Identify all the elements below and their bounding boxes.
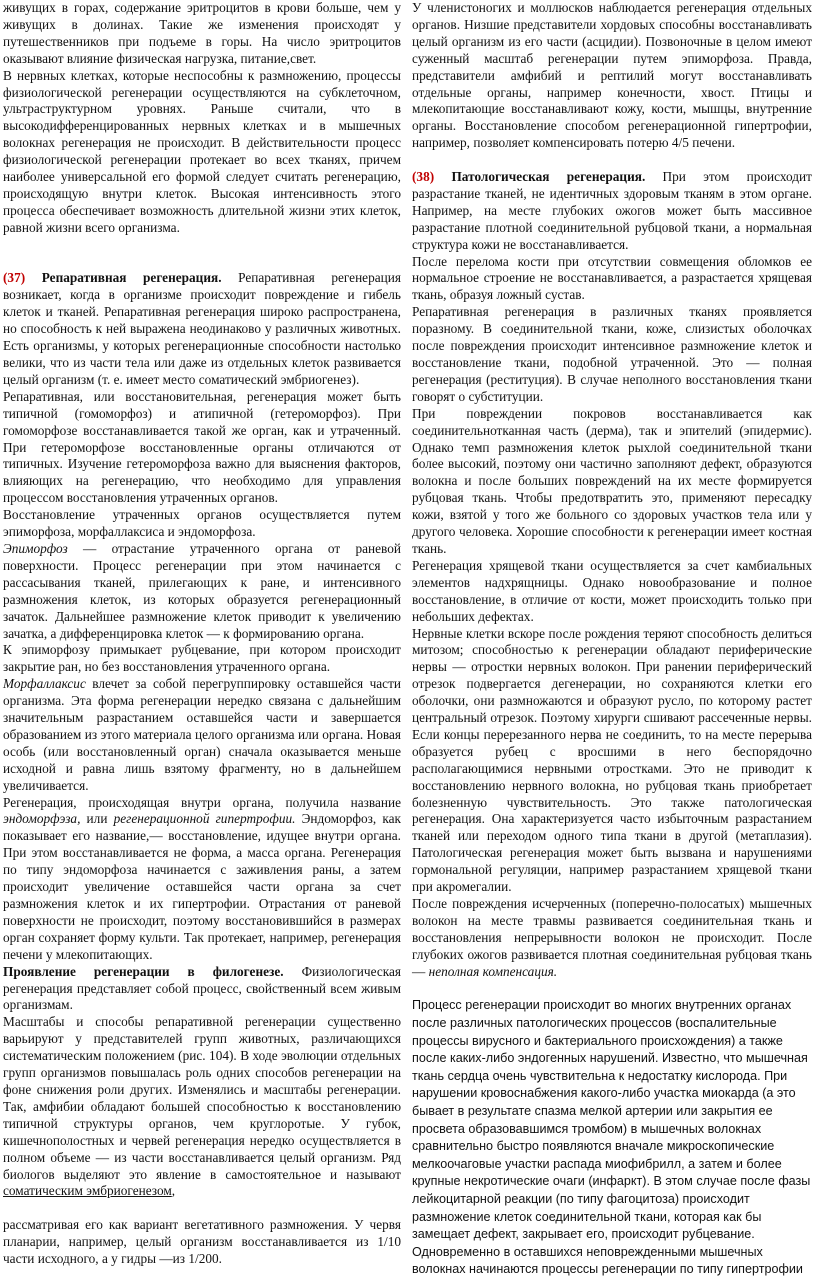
term-regenerative-hypertrophy: регенерационной гипертрофии. bbox=[113, 811, 296, 827]
left-column bbox=[3, 0, 401, 1268]
paragraph-arthropods: У членистоногих и моллюсков наблюдается регенерация отдельных органов. Низшие представители хордовых способны восстанавливать целый организм из его части (асцидии). Позвоночные в целом имеют суженный масштаб регенерации путем эпиморфоза. Правда, представители амфибий и рептилий могут восстанавливать отдельные органы, например конечности, хвост. Птицы и млекопитающие восстанавливают кожу, кости, мышцы, внутренние органы. Восстановление способом регенерационной гипертрофии, например, позволяет компенсировать потерю 4/5 печени. bbox=[412, 0, 812, 151]
right-column bbox=[412, 0, 812, 1279]
heading-phylogenesis: Проявление регенерации в филогенезе. bbox=[3, 963, 284, 979]
paragraph-scale: Масштабы и способы репаративной регенерации существенно варьируют у представителей групп животных, различающихся систематическим положением (рис. 104). В ходе эволюции отдельных групп организмов повышалась роль одних способов регенерации на фоне снижения роли других. Изменялись и масштабы регенерации. Так, амфибии обладают большей способностью к восстановлению типичной структуры органов, чем круглоротые. У губок, кишечнополостных и червей регенерация нередко осуществляется в полном объеме — из части восстанавливается целый организм. Ряд биологов выделяют это явление в самостоятельное и называют соматическим эмбриогенезом, bbox=[3, 1014, 401, 1199]
term-endomorphosis: эндоморфэза, bbox=[3, 811, 81, 827]
term-incomplete-compensation: неполная компенсация. bbox=[428, 963, 558, 979]
paragraph-morphallaxis: Морфаллаксис влечет за собой перегруппировку оставшейся части организма. Эта форма регенерации нередко связана с дальнейшим значительным разрастанием оставшейся части и завершается образованием из этого материала целого организма или органа. Новая особь (или восстановленный орган) сначала оказывается меньше исходной и равна лишь взятому фрагменту, но в дальнейшем увеличивается. bbox=[3, 676, 401, 793]
paragraph-tissues: Репаративная регенерация в различных тканях проявляется поразному. В соединительной ткани, коже, слизистых оболочках после повреждения происходит интенсивное размножение клеток и восстановление ткани, подобной утраченной. Это — полная регенерация (реституция). В случае неполного восстановления ткани говорят о субституции. bbox=[412, 304, 812, 404]
section-37-paragraph bbox=[3, 270, 401, 388]
paragraph-nerve-cells: В нервных клетках, которые неспособны к размножению, процессы физиологической регенерации осуществляются на субклеточном, ультраструктурном уровнях. Раньше считали, что в высокодифференцированных нервных клетках и в мышечных волокнах регенерация не происходит. В действительности процесс физиологической регенерации протекает во всех тканях, причем наиболее универсальной его формой следует считать регенерацию, происходящую внутри клеток. Высокая интенсивность этого процесса обеспечивает возможность длительной жизни этих клеток, равной жизни всего организма. bbox=[3, 67, 401, 235]
paragraph-planaria: рассматривая его как вариант вегетативного размножения. У червя планарии, например, целый организм восстанавливается из 1/10 части исходного, а у гидры —из 1/200. bbox=[3, 1217, 401, 1267]
term-epimorphosis: Эпиморфоз bbox=[3, 540, 68, 556]
paragraph-cartilage: Регенерация хрящевой ткани осуществляется за счет камбиальных элементов надхрящницы. Однако новообразование и полное восстановление, в отличие от кости, может происходить только при небольших дефектах. bbox=[412, 557, 812, 624]
paragraph-homomorphosis: Репаративная, или восстановительная, регенерация может быть типичной (гомоморфоз) и атипичной (гетероморфоз). При гомоморфозе восстанавливается такой же орган, как и утраченный. При гетероморфозе восстановленные органы отличаются от типичных. Изучение гетероморфоза важно для выяснения факторов, влияющих на регенерацию, что необходимо для управления процессом восстановления утраченных органов. bbox=[3, 388, 401, 506]
paragraph-internal-organs: Процесс регенерации происходит во многих внутренних органах после различных патологических процессов (воспалительные процессы вирусного и бактериального происхождения) а также после каких-либо эндогенных нарушений. Известно, что мышечная ткань сердца очень чувствительна к недостатку кислорода. При нарушении кровоснабжения какого-либо участка миокарда (а это бывает в результате спазма мелкой артерии или закрытия ее просвета образовавшимся тромбом) в мышечных волокнах сравнительно быстро появляются вначале микроскопические мелкоочаговые участки распада миофибрилл, а затем и более крупные некротические очаги (инфаркт). В этом случае после фазы лейкоцитарной реакции (по типу фагоцитоза) происходит размножение клеток соединительной ткани, которая как бы замещает дефект, закрывает его, происходит рубцевание. Одновременно в оставшихся неповрежденными мышечных волокнах начинаются процессы регенерации по типу гипертрофии bbox=[412, 998, 811, 1277]
paragraph-skin: При повреждении покровов восстанавливается как соединительнотканная часть (дерма), так и эпителий (эпидермис). Однако темп размножения клеток рыхлой соединительной ткани более высокий, поэтому они частично заполняют дефект, образуются волокна и после больших повреждений на их месте формируется рубцовая ткань. Чтобы предотвратить это, применяют пересадку кожи, взятой у того же больного со здоровых участков тела или у другого человека. Хорошие способности к регенерации имеет костная ткань. bbox=[412, 405, 812, 556]
paragraph-phylogenesis: Проявление регенерации в филогенезе. Физиологическая регенерация представляет собой процесс, свойственный всем живым организмам. bbox=[3, 963, 401, 1013]
paragraph-erythrocytes: живущих в горах, содержание эритроцитов в крови больше, чем у живущих в долинах. Такие же изменения происходят у путешественников при подъеме в горы. На число эритроцитов оказывают влияние физическая нагрузка, питание,свет. bbox=[3, 0, 401, 66]
term-morphallaxis: Морфаллаксис bbox=[3, 676, 86, 692]
paragraph-ways: Восстановление утраченных органов осуществляется путем эпиморфоза, морфаллаксиса и эндоморфоза. bbox=[3, 507, 401, 540]
section-title-reparative: Репаративная регенерация. bbox=[41, 270, 222, 286]
section-title-pathological: Патологическая регенерация. bbox=[451, 169, 646, 185]
paragraph-endomorphosis: Регенерация, происходящая внутри органа, получила название эндоморфэза, или регенерационной гипертрофии. Эндоморфоз, как показывает его название,— восстановление, идущее внутри органа. При этом восстанавливается не форма, а масса органа. Регенерация по типу эндоморфоза начинается с заживления раны, а затем происходит увеличение оставшейся части органа за счет размножения клеток и их гипертрофии. Отрастания от раневой поверхности не происходит, поэтому восстановившийся в размерах орган сохраняет форму культи. Так протекает, например, регенерация печени у млекопитающих. bbox=[3, 794, 401, 962]
paragraph-scarring: К эпиморфозу примыкает рубцевание, при котором происходит закрытие ран, но без восстановления утраченного органа. bbox=[3, 642, 401, 675]
paragraph-nerves: Нервные клетки вскоре после рождения теряют способность делиться митозом; способностью к регенерации обладают периферические нервы — отростки нервных волокон. При ранении периферический отрезок подвергается дегенерации, но сохраняются клетки его оболочки, они размножаются и образуют русло, по которому растет центральный отрезок. Поэтому хирурги сшивают рассеченные нервы. Если концы перерезанного нерва не соединить, то на месте перерыва образуется рубец с вросшими в него беспорядочно располагающимися нервными отростками. Это не приводит к восстановлению нервного волокна, но рубцовая ткань приобретает болезненную чувствительность. Это также патологическая регенерация. Она характеризуется часто избыточным разрастанием тканей или переходом одного типа ткани в другой (метаплазия). Патологическая регенерация может быть вызвана и нарушениями гормональной регуляции, например разрастанием хрящевой ткани при акромегалии. bbox=[412, 625, 812, 895]
section-number-37: (37) bbox=[3, 270, 26, 286]
spacer bbox=[412, 152, 812, 169]
spacer bbox=[3, 237, 401, 271]
section-38-text: При этом происходит разрастание тканей, не идентичных здоровым тканям в этом органе. Например, на месте глубоких ожогов может быть массивное разрастание плотной соединительной рубцовой ткани, а нормальная структура кожи не восстанавливается. bbox=[412, 169, 812, 252]
spacer bbox=[412, 981, 812, 998]
spacer bbox=[3, 1200, 401, 1217]
paragraph-muscle: После повреждения исчерченных (поперечно-полосатых) мышечных волокон на месте травмы развивается соединительная ткань и восстановления непрерывности волокон не происходит. После глубоких ожогов развивается плотная соединительная рубцовая ткань — неполная компенсация. bbox=[412, 896, 812, 979]
paragraph-bone-fracture: После перелома кости при отсутствии совмещения обломков ее нормальное строение не восстанавливается, а разрастается хрящевая ткань, образуя ложный сустав. bbox=[412, 253, 812, 303]
section-37-text: Репаративная регенерация возникает, когда в организме происходит повреждение и гибель клеток и тканей. Репаративная регенерация широко распространена, но способность к ней выражена неодинаково у различных животных. Есть организмы, у которых регенерационные способности настолько велики, что из части тела или даже из отдельных клеток развивается целый организм (т. е. имеет место соматический эмбриогенез). bbox=[3, 270, 401, 387]
term-somatic-embryogenesis: соматическим эмбриогенезом bbox=[3, 1183, 172, 1199]
section-38-paragraph bbox=[412, 169, 812, 254]
paragraph-epimorphosis: Эпиморфоз — отрастание утраченного органа от раневой поверхности. Процесс регенерации при этом начинается с рассасывания тканей, прилегающих к ране, и интенсивного размножения клеток, из которых образуется регенерационный зачаток. Дальнейшее размножение клеток приводит к увеличению зачатка, а дифференцировка клеток — к формированию органа. bbox=[3, 540, 401, 641]
section-number-38: (38) bbox=[412, 169, 435, 185]
